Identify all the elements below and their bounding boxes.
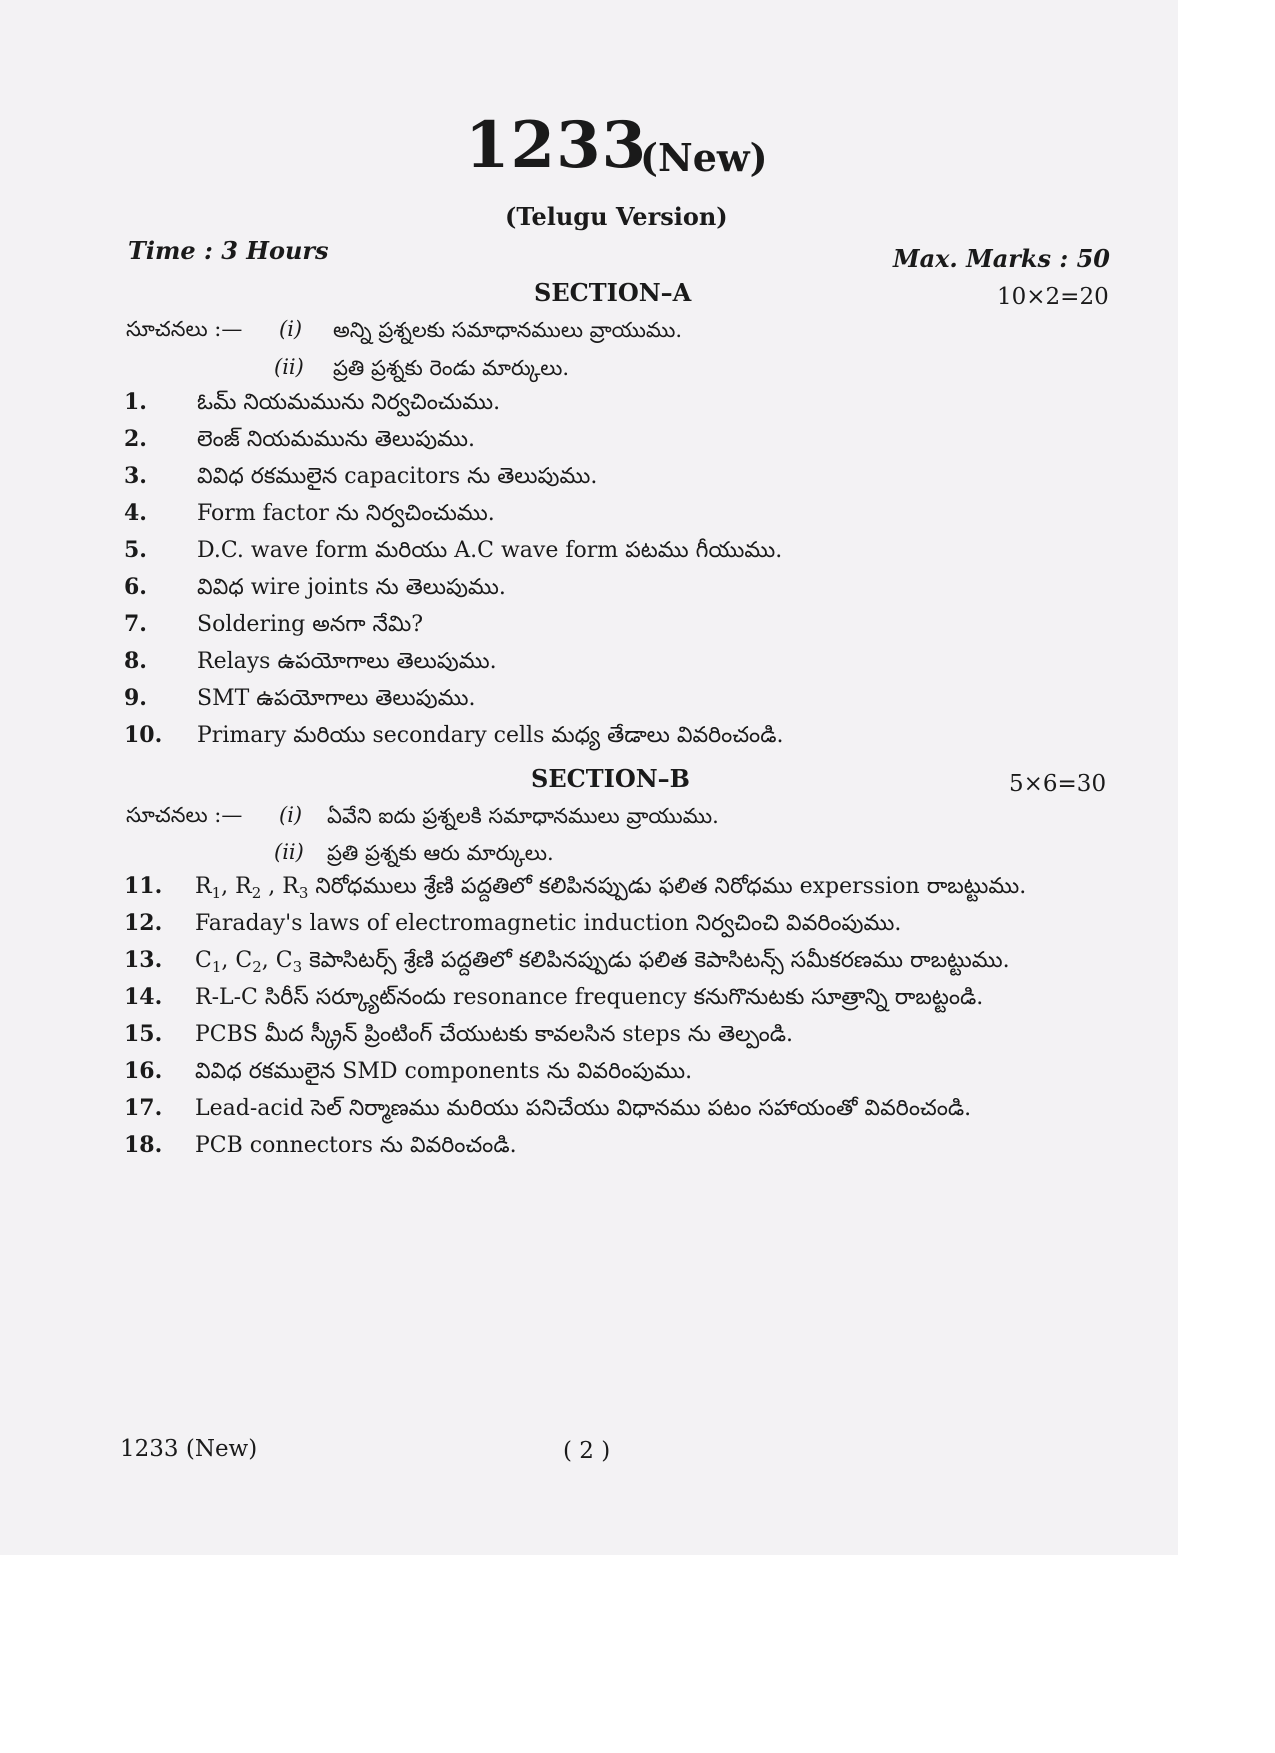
section-b-title: SECTION–B <box>531 764 690 793</box>
question-number: 9. <box>124 685 147 711</box>
resistor-symbol: R <box>195 874 212 899</box>
subscript: 3 <box>298 884 309 902</box>
question-text: Faraday's laws of electromagnetic induction నిర్వచించి వివరింపుము. <box>195 911 902 936</box>
question-text: Lead-acid సెల్ నిర్మాణము మరియు పనిచేయు విధానము పటం సహాయంతో వివరించండి. <box>195 1096 972 1121</box>
question-text: లెంజ్ నియమమును తెలుపుము. <box>197 427 475 452</box>
question-number: 7. <box>124 611 147 637</box>
page-number: ( 2 ) <box>563 1438 611 1464</box>
section-a-marks: 10×2=20 <box>997 284 1109 310</box>
question-number: 2. <box>124 426 147 452</box>
question-text: PCB connectors ను వివరించండి. <box>195 1133 517 1158</box>
question-number: 16. <box>124 1058 163 1084</box>
question-text: వివిధ రకములైన capacitors ను తెలుపుము. <box>197 464 598 489</box>
question-text: వివిధ wire joints ను తెలుపుము. <box>197 575 506 600</box>
instruction-number: (i) <box>279 803 303 827</box>
question-remainder: కెపాసిటర్స్ శ్రేణి పద్దతిలో కలిపినప్పుడు ఫలిత కెపాసిటన్స్ సమీకరణము రాబట్టుము. <box>302 948 1010 973</box>
instruction-number: (ii) <box>274 355 304 379</box>
capacitor-symbol: C <box>235 948 253 973</box>
subscript: 3 <box>292 958 303 976</box>
question-text: ఓమ్ నియమమును నిర్వచించుము. <box>197 390 501 415</box>
question-number: 15. <box>124 1021 163 1047</box>
instruction-text: ప్రతి ప్రశ్నకు ఆరు మార్కులు. <box>327 841 554 865</box>
separator: , <box>221 874 236 899</box>
question-text: Form factor ను నిర్వచించుము. <box>197 501 495 526</box>
question-text: R-L-C సిరీస్ సర్క్యూట్‌నందు resonance frequency కనుగొనుటకు సూత్రాన్ని రాబట్టండి. <box>195 985 984 1010</box>
question-number: 18. <box>124 1132 163 1158</box>
question-number: 4. <box>124 500 147 526</box>
question-number: 5. <box>124 537 147 563</box>
question-text: Primary మరియు secondary cells మధ్య తేడాలు వివరించండి. <box>197 723 784 748</box>
question-number: 1. <box>124 389 147 415</box>
separator: , <box>221 948 236 973</box>
subscript: 2 <box>252 958 262 976</box>
paper-code-suffix: (New) <box>640 135 768 180</box>
instruction-text: అన్ని ప్రశ్నలకు సమాధానములు వ్రాయుము. <box>333 318 683 342</box>
question-text <box>195 948 1010 978</box>
max-marks-label: Max. Marks : 50 <box>893 244 1111 273</box>
capacitor-symbol: C <box>275 948 293 973</box>
question-number: 11. <box>124 873 163 899</box>
resistor-symbol: R <box>282 874 299 899</box>
question-text: వివిధ రకములైన SMD components ను వివరింపుము. <box>195 1059 693 1084</box>
resistor-symbol: R <box>235 874 252 899</box>
version-label: (Telugu Version) <box>505 202 728 231</box>
instruction-text: ప్రతి ప్రశ్నకు రెండు మార్కులు. <box>333 356 570 380</box>
section-a-instructions-label: సూచనలు :— <box>126 317 243 341</box>
question-text: Soldering అనగా నేమి? <box>197 612 424 637</box>
subscript: 1 <box>211 958 222 976</box>
subscript: 2 <box>251 884 262 902</box>
question-number: 12. <box>124 910 163 936</box>
question-text: PCBS మీద స్క్రీన్ ప్రింటింగ్ చేయుటకు కావలసిన steps ను తెల్పండి. <box>195 1022 794 1047</box>
question-number: 10. <box>124 722 163 748</box>
question-text: SMT ఉపయోగాలు తెలుపుము. <box>197 686 476 711</box>
section-b-instructions-label: సూచనలు :— <box>126 803 243 827</box>
time-label: Time : 3 Hours <box>128 236 329 265</box>
question-text: D.C. wave form మరియు A.C wave form పటము గీయుము. <box>197 538 783 563</box>
section-b-marks: 5×6=30 <box>1009 771 1107 797</box>
instruction-text: ఏవేని ఐదు ప్రశ్నలకి సమాధానములు వ్రాయుము. <box>327 804 719 828</box>
section-a-title: SECTION–A <box>534 278 692 307</box>
instruction-number: (i) <box>279 317 303 341</box>
question-number: 8. <box>124 648 147 674</box>
question-number: 17. <box>124 1095 163 1121</box>
separator: , <box>261 874 283 899</box>
capacitor-symbol: C <box>195 948 212 973</box>
paper-code: 1233 <box>465 108 648 183</box>
question-number: 14. <box>124 984 163 1010</box>
question-text: Relays ఉపయోగాలు తెలుపుము. <box>197 649 497 674</box>
question-remainder: నిరోధములు శ్రేణి పద్దతిలో కలిపినప్పుడు ఫలిత నిరోధము experssion రాబట్టుము. <box>308 874 1027 899</box>
separator: , <box>261 948 276 973</box>
question-number: 6. <box>124 574 147 600</box>
question-text <box>195 874 1026 904</box>
instruction-number: (ii) <box>274 840 304 864</box>
question-number: 13. <box>124 947 163 973</box>
subscript: 1 <box>211 884 222 902</box>
footer-paper-code: 1233 (New) <box>120 1436 258 1462</box>
question-number: 3. <box>124 463 147 489</box>
